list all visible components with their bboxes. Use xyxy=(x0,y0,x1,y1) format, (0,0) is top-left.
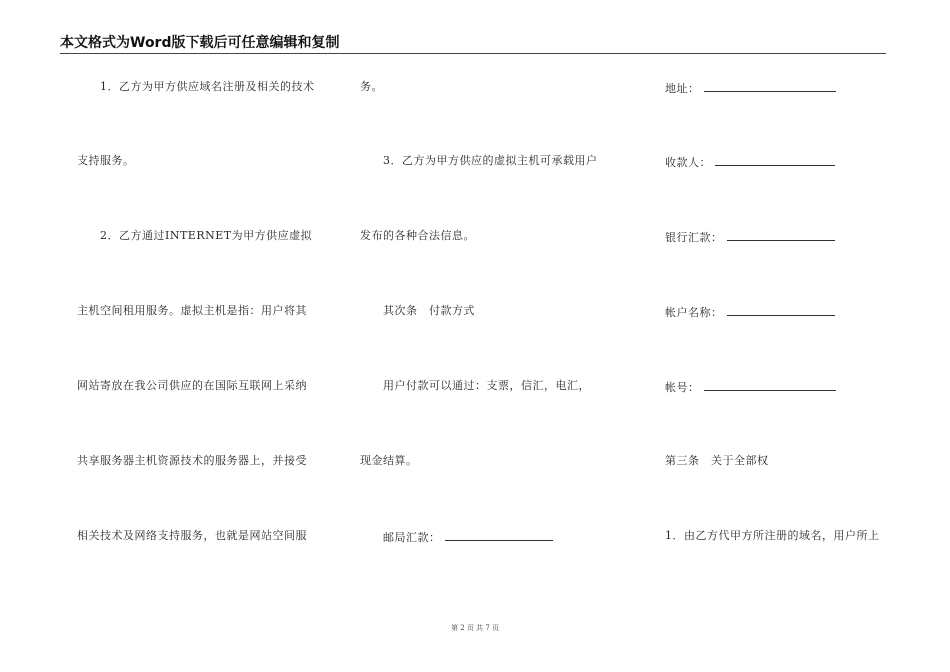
bank-transfer-blank xyxy=(727,229,835,241)
middle-line-3: 发布的各种合法信息。 xyxy=(360,229,475,242)
bank-transfer-label: 银行汇款： xyxy=(665,231,723,244)
page-number: 第 2 页 共 7 页 xyxy=(450,624,500,632)
header-divider xyxy=(60,53,886,54)
left-line-3: 2．乙方通过INTERNET为甲方供应虚拟 xyxy=(100,229,313,242)
middle-line-6: 现金结算。 xyxy=(360,454,418,467)
middle-field-postal xyxy=(383,529,553,545)
account-name-label: 帐户名称： xyxy=(665,306,723,319)
left-line-4: 主机空间租用服务。虚拟主机是指：用户将其 xyxy=(77,304,307,317)
right-field-bank-transfer xyxy=(665,229,835,245)
middle-line-5: 用户付款可以通过：支票，信汇，电汇， xyxy=(383,379,590,392)
postal-label: 邮局汇款： xyxy=(383,531,441,544)
left-line-7: 相关技术及网络支持服务，也就是网站空间服 xyxy=(77,529,307,542)
account-number-blank xyxy=(704,379,836,391)
payee-blank xyxy=(715,154,835,166)
right-line-ownership-1: 1．由乙方代甲方所注册的域名，用户所上 xyxy=(665,529,880,542)
account-number-label: 帐号： xyxy=(665,381,700,394)
left-line-6: 共享服务器主机资源技术的服务器上，并接受 xyxy=(77,454,307,467)
middle-line-2: 3．乙方为甲方供应的虚拟主机可承载用户 xyxy=(383,154,598,167)
account-name-blank xyxy=(727,304,835,316)
payee-label: 收款人： xyxy=(665,156,711,169)
right-field-payee xyxy=(665,154,835,170)
right-field-account-name xyxy=(665,304,835,320)
middle-line-1: 务。 xyxy=(360,80,383,93)
right-field-account-number xyxy=(665,379,836,395)
postal-blank xyxy=(445,529,553,541)
middle-line-4: 其次条 付款方式 xyxy=(383,304,475,317)
left-line-2: 支持服务。 xyxy=(77,154,135,167)
address-blank xyxy=(704,80,836,92)
left-line-1: 1．乙方为甲方供应域名注册及相关的技术 xyxy=(100,80,315,93)
document-header: 本文格式为Word版下载后可任意编辑和复制 xyxy=(60,35,340,51)
address-label: 地址： xyxy=(665,82,700,95)
right-field-address xyxy=(665,80,836,96)
left-line-5: 网站寄放在我公司供应的在国际互联网上采纳 xyxy=(77,379,307,392)
right-line-article-3: 第三条 关于全部权 xyxy=(665,454,769,467)
